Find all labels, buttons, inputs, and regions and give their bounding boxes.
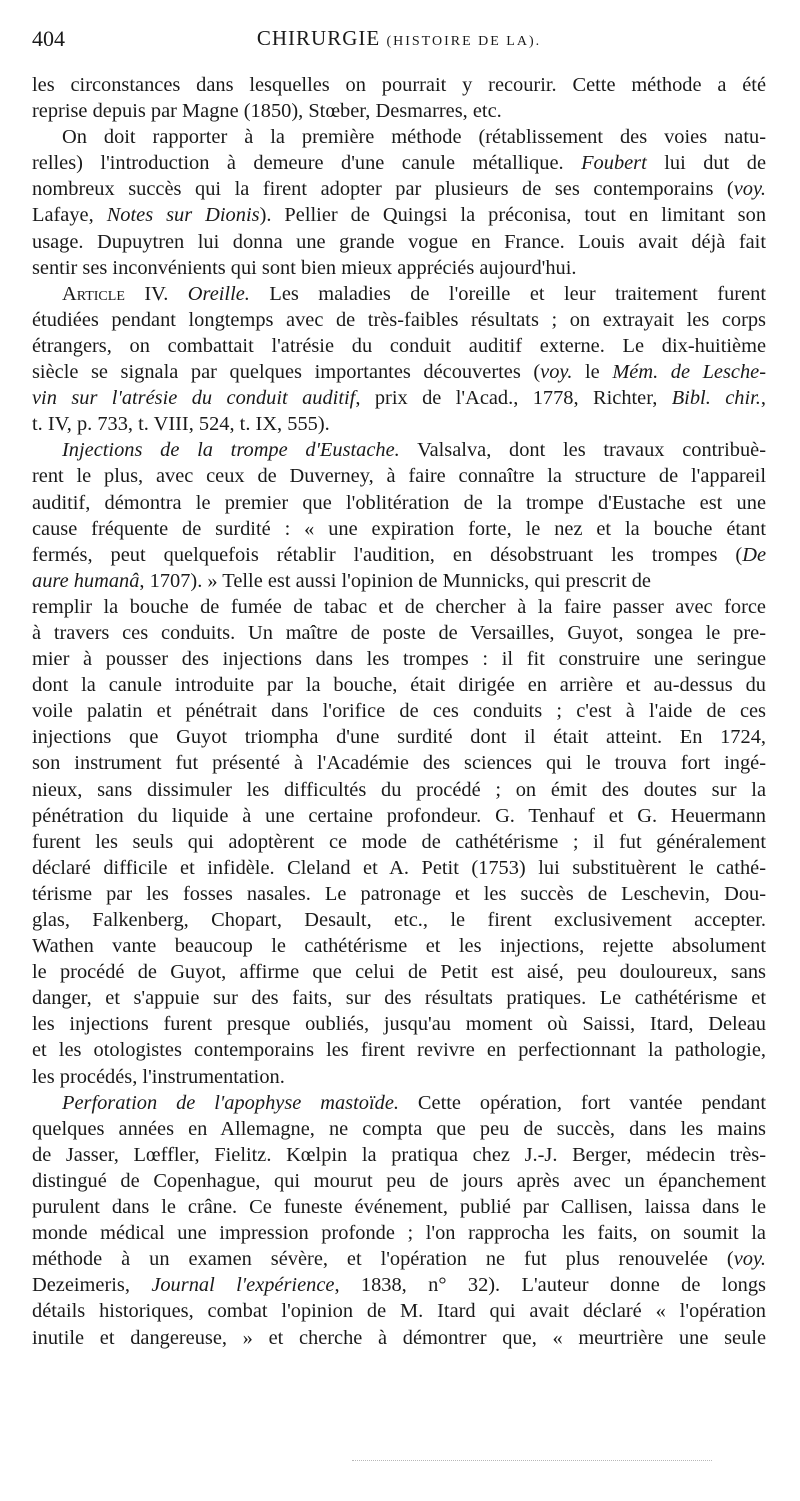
small-caps-segment: Article IV.	[62, 282, 169, 305]
text-segment: les circonstances dans lesquelles on pourrait y recourir. Cette méthode a été	[32, 74, 766, 96]
text-line	[32, 881, 766, 907]
text-line	[32, 124, 766, 150]
text-line	[32, 72, 766, 98]
italic-segment: voy.	[733, 1248, 766, 1271]
text-segment: étrangers, on combattait l'atrésie du conduit auditif externe. Le dix-huitième	[32, 334, 766, 357]
running-title-paren: (HISTOIRE DE LA).	[386, 34, 542, 49]
text-line	[32, 724, 766, 750]
text-segment: dont la canule introduite par la bouche, était dirigée en arrière et au-dessus du	[32, 674, 766, 697]
text-line	[32, 698, 766, 724]
text-segment: fermés, peut quelquefois rétablir l'audition, en désobstruant les trompes (	[32, 543, 743, 566]
italic-segment: Mém. de Lesche-	[612, 361, 766, 384]
text-segment: les injections furent presque oubliés, jusqu'au moment où Saissi, Itard, Deleau	[32, 1013, 766, 1036]
text-segment: danger, et s'appuie sur des faits, sur des résultats pratiques. Le cathétérisme et	[32, 987, 766, 1010]
text-line	[32, 1142, 766, 1168]
italic-segment: Notes sur Dionis	[106, 204, 260, 227]
italic-segment: Journal l'expérience	[151, 1274, 335, 1297]
text-segment: usage. Dupuytren lui donna une grande vogue en France. Louis avait déjà fait	[32, 230, 766, 253]
text-line	[32, 1194, 766, 1220]
italic-segment: Foubert	[581, 152, 647, 175]
text-line	[32, 229, 766, 255]
text-line	[32, 568, 766, 594]
text-line	[32, 1325, 766, 1351]
text-segment: cause fréquente de surdité : « une expiration forte, le nez et la bouche étant	[32, 517, 766, 540]
text-segment: et les otologistes contemporains les firent revivre en perfectionnant la pathologie,	[32, 1039, 766, 1062]
italic-segment: voy.	[733, 178, 766, 201]
text-segment: siècle se signala par quelques importantes découvertes (	[32, 361, 541, 384]
text-line	[32, 1298, 766, 1324]
italic-segment: voy.	[540, 361, 573, 384]
text-line	[32, 437, 766, 463]
text-segment: Les maladies de l'oreille et leur traitement furent	[249, 282, 766, 305]
text-segment: pénétration du liquide à une certaine profondeur. G. Tenhauf et G. Heuermann	[32, 804, 766, 827]
text-segment: le	[572, 361, 613, 384]
text-line	[32, 463, 766, 489]
text-segment: purulent dans le crâne. Ce funeste événement, publié par Callisen, laissa dans le	[32, 1196, 766, 1219]
text-line	[32, 333, 766, 359]
text-segment: injections que Guyot triompha d'une surdité dont il était atteint. En 1724,	[32, 726, 766, 749]
text-segment: distingué de Copenhague, qui mourut peu de jours après avec un épanchement	[32, 1169, 766, 1192]
text-segment: auditif, démontra le premier que l'oblitération de la trompe d'Eustache est une	[32, 491, 766, 514]
text-line	[32, 359, 766, 385]
text-segment: voile palatin et pénétrait dans l'orifice de ces conduits ; c'est à l'aide de ces	[32, 700, 766, 723]
text-line	[32, 750, 766, 776]
italic-segment: Perforation de l'apophyse mastoïde.	[62, 1091, 399, 1114]
text-line	[32, 1168, 766, 1194]
text-line	[32, 255, 766, 281]
text-segment: nieux, sans dissimuler les difficultés du procédé ; on émit des doutes sur la	[32, 778, 766, 801]
text-line	[32, 933, 766, 959]
italic-segment: vin sur l'atrésie du conduit auditif	[32, 387, 356, 410]
text-segment: sentir ses inconvénients qui sont bien mieux appréciés aujourd'hui.	[32, 256, 577, 279]
text-line	[32, 202, 766, 228]
page-number: 404	[32, 26, 65, 51]
text-segment: son instrument fut présenté à l'Académie des sciences qui le trouva fort ingé-	[32, 752, 766, 775]
text-segment: lui dut de	[646, 152, 766, 175]
text-segment: Wathen vante beaucoup le cathétérisme et les injections, rejette absolument	[32, 935, 766, 958]
running-title-main: CHIRURGIE	[256, 26, 381, 50]
text-segment: nombreux succès qui la firent adopter par plusieurs de ses contemporains (	[32, 178, 734, 201]
text-segment: étudiées pendant longtemps avec de très-faibles résultats ; on extrayait les corps	[32, 308, 766, 331]
text-segment: Lafaye,	[32, 204, 107, 227]
running-head	[32, 18, 766, 58]
text-segment: méthode à un examen sévère, et l'opération ne fut plus renouvelée (	[32, 1248, 734, 1271]
text-segment: à travers ces conduits. Un maître de poste de Versailles, Guyot, songea le pre-	[32, 621, 766, 644]
book-page	[32, 18, 766, 1351]
text-line	[32, 516, 766, 542]
text-segment: de Jasser, Lœffler, Fielitz. Kœlpin la pratiqua chez J.-J. Berger, médecin très-	[32, 1143, 766, 1166]
text-line	[32, 281, 766, 307]
italic-segment: Oreille.	[187, 282, 250, 305]
italic-segment: De	[742, 543, 766, 566]
text-segment: le procédé de Guyot, affirme que celui de Petit est aisé, peu douloureux, sans	[32, 961, 766, 984]
text-line	[32, 411, 766, 437]
body-text	[32, 72, 766, 1351]
text-segment: On doit rapporter à la première méthode (rétablissement des voies natu-	[62, 126, 766, 149]
text-line	[32, 829, 766, 855]
text-segment: t. IV, p. 733, t. VIII, 524, t. IX, 555).	[32, 413, 330, 436]
text-segment	[168, 283, 187, 305]
text-line	[32, 777, 766, 803]
text-line	[32, 594, 766, 620]
text-segment: Valsalva, dont les travaux contribuè-	[399, 439, 766, 462]
text-segment: déclaré difficile et infidèle. Cleland et A. Petit (1753) lui substituèrent le cathé-	[32, 856, 766, 879]
text-segment: reprise depuis par Magne (1850), Stœber, Desmarres, etc.	[32, 100, 502, 123]
text-line	[32, 959, 766, 985]
text-line	[32, 985, 766, 1011]
text-segment: rent le plus, avec ceux de Duverney, à faire connaître la structure de l'appareil	[32, 465, 766, 488]
text-line	[32, 176, 766, 202]
text-line	[32, 150, 766, 176]
text-line	[32, 1037, 766, 1063]
text-line	[32, 855, 766, 881]
text-segment: Dezeimeris,	[32, 1274, 152, 1297]
text-segment: ,	[760, 387, 766, 410]
text-segment: , 1707). » Telle est aussi l'opinion de Munnicks, qui prescrit de	[139, 569, 651, 592]
italic-segment: Bibl. chir.	[671, 387, 761, 410]
text-segment: remplir la bouche de fumée de tabac et de chercher à la faire passer avec force	[32, 595, 766, 618]
text-segment: ). Pellier de Quingsi la préconisa, tout en limitant son	[259, 204, 767, 227]
text-segment: monde médical une impression profonde ; l'on rapprocha les faits, on soumit la	[32, 1222, 766, 1245]
text-line	[32, 490, 766, 516]
italic-segment: Injections de la trompe d'Eustache.	[62, 439, 400, 462]
text-segment: les procédés, l'instrumentation.	[32, 1065, 285, 1088]
text-line	[32, 1011, 766, 1037]
text-line	[32, 307, 766, 333]
text-segment: furent les seuls qui adoptèrent ce mode de cathétérisme ; il fut généralement	[32, 830, 766, 853]
text-line	[32, 620, 766, 646]
text-line	[32, 1246, 766, 1272]
text-segment: glas, Falkenberg, Chopart, Desault, etc., le firent exclusivement accepter.	[32, 909, 766, 931]
text-segment: , prix de l'Acad., 1778, Richter,	[355, 387, 672, 410]
text-line	[32, 385, 766, 411]
text-segment: , 1838, n° 32). L'auteur donne de longs	[334, 1274, 766, 1297]
text-segment: relles) l'introduction à demeure d'une canule métallique.	[32, 152, 582, 175]
text-line	[32, 1220, 766, 1246]
text-line	[32, 907, 766, 933]
text-line	[32, 1272, 766, 1298]
italic-segment: aure humanâ	[32, 569, 140, 592]
text-line	[32, 1090, 766, 1116]
text-line	[32, 1116, 766, 1142]
text-segment: térisme par les fosses nasales. Le patronage et les succès de Leschevin, Dou-	[32, 882, 766, 905]
text-segment: Cette opération, fort vantée pendant	[398, 1091, 766, 1114]
text-segment: détails historiques, combat l'opinion de M. Itard qui avait déclaré « l'opération	[32, 1300, 766, 1323]
text-segment: mier à pousser des injections dans les trompes : il fit construire une seringue	[32, 648, 766, 671]
text-line	[32, 672, 766, 698]
text-line	[32, 1064, 766, 1090]
text-line	[32, 98, 766, 124]
text-line	[32, 646, 766, 672]
running-title	[32, 26, 766, 51]
text-segment: inutile et dangereuse, » et cherche à démontrer que, « meurtrière une seule	[32, 1326, 766, 1349]
footer-rule	[352, 1460, 712, 1461]
text-segment: quelques années en Allemagne, ne compta que peu de succès, dans les mains	[32, 1117, 766, 1140]
text-line	[32, 542, 766, 568]
text-line	[32, 803, 766, 829]
